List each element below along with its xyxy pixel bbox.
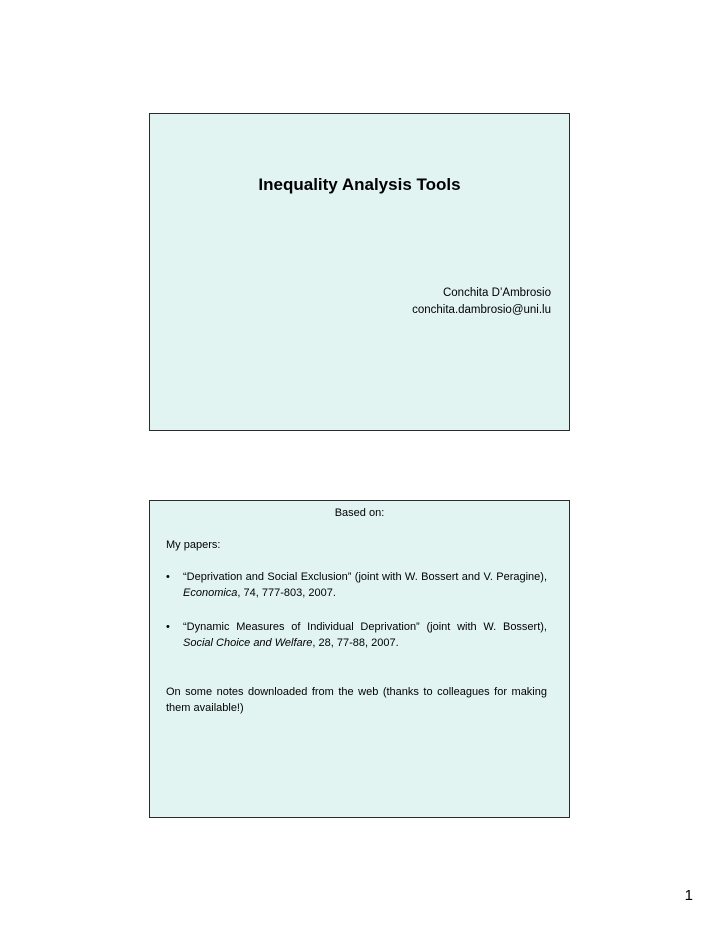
papers-label: My papers: [166, 539, 221, 551]
author-email: conchita.dambrosio@uni.lu [412, 304, 551, 316]
slide-title-card [149, 113, 570, 431]
paper-list-item [166, 569, 547, 601]
paper-citation [183, 569, 547, 601]
bullet-icon: • [166, 571, 170, 583]
paper-list-item [166, 619, 547, 651]
slide-heading: Based on: [334, 507, 385, 519]
notes-text: On some notes downloaded from the web (thanks to colleagues for making them available!) [166, 686, 547, 714]
paper-citation [183, 619, 547, 651]
slide-title: Inequality Analysis Tools [258, 175, 461, 194]
page-number: 1 [684, 887, 693, 904]
paper-details: , 74, 777-803, 2007. [237, 587, 336, 599]
paper-journal: Social Choice and Welfare [183, 637, 313, 649]
paper-journal: Economica [183, 587, 238, 599]
author-name: Conchita D’Ambrosio [442, 287, 551, 299]
paper-details: , 28, 77-88, 2007. [312, 637, 399, 649]
slide-references [149, 500, 570, 818]
paper-text: “Deprivation and Social Exclusion” (joint with W. Bossert and V. Peragine), [183, 571, 547, 583]
author-block [412, 285, 551, 319]
bullet-icon: • [166, 621, 170, 633]
paper-text: “Dynamic Measures of Individual Deprivation” (joint with W. Bossert), [183, 621, 547, 633]
